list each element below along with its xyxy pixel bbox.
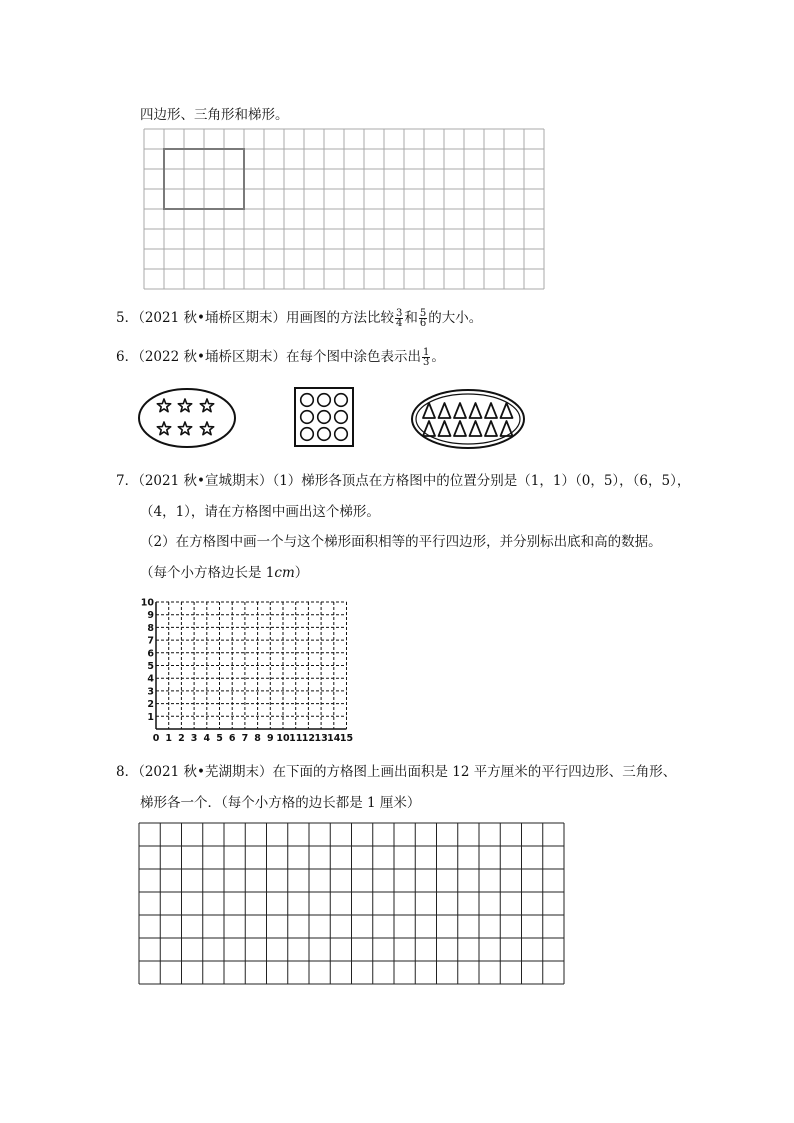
y-tick-label: 10: [140, 597, 154, 609]
circle-icon: [335, 394, 348, 407]
x-tick-label: 5: [216, 733, 223, 744]
q4-grid[interactable]: [143, 128, 545, 290]
triangle-icon: [454, 421, 466, 436]
x-tick-label: 10: [276, 733, 290, 744]
fraction-3-4: $\frac{3}{4}$: [395, 308, 403, 329]
triangle-icon: [423, 421, 435, 436]
x-tick-label: 14: [327, 733, 341, 744]
q7-line1: （1）梯形各顶点在方格图中的位置分别是（1，1）（0，5），（6，5），: [272, 473, 691, 489]
triangle-icon: [454, 403, 466, 418]
q7-note: （每个小方格边长是 1cm）: [140, 565, 309, 581]
circle-icon: [301, 428, 314, 441]
star-icon: [157, 422, 170, 435]
circle-icon: [318, 428, 331, 441]
y-tick-label: 7: [147, 635, 154, 647]
q6-triangle-oval[interactable]: [409, 387, 527, 451]
q7-coordinate-grid[interactable]: [140, 594, 380, 744]
circle-icon: [335, 428, 348, 441]
x-tick-label: 0: [152, 733, 160, 744]
q5-text: 用画图的方法比较: [285, 310, 394, 326]
q6-source: （2022 秋•埇桥区期末）: [138, 349, 286, 365]
q4-tail-text: 四边形、三角形和梯形。: [140, 107, 289, 123]
x-tick-label: 9: [266, 733, 274, 744]
q6-star-oval[interactable]: [137, 386, 237, 450]
q6-number: 6．: [116, 349, 139, 365]
q8-grid[interactable]: [138, 822, 568, 988]
x-tick-label: 6: [228, 733, 236, 744]
star-icon: [200, 399, 213, 412]
q6-text: 在每个图中涂色表示出: [285, 349, 421, 365]
fraction-1-3: $\frac{1}{3}$: [422, 347, 430, 368]
question-5: 5．（2021 秋•埇桥区期末）用画图的方法比较 $\frac{3}{4}$ 和 $\frac{5}{6}$ 的大小。: [116, 308, 483, 329]
x-tick-label: 4: [203, 733, 211, 744]
circle-icon: [301, 411, 314, 424]
y-tick-label: 3: [147, 686, 154, 698]
y-tick-label: 4: [147, 673, 154, 685]
x-tick-label: 2: [178, 733, 185, 744]
x-tick-label: 11: [289, 733, 303, 744]
q7-number: 7．: [116, 473, 139, 489]
star-icon: [178, 399, 191, 412]
q7-line3: （2）在方格图中画一个与这个梯形面积相等的平行四边形，并分别标出底和高的数据。: [140, 534, 662, 550]
y-tick-label: 6: [147, 648, 154, 660]
q7-line2: （4，1），请在方格图中画出这个梯形。: [140, 504, 380, 520]
question-8: [116, 760, 676, 780]
q8-line2: 梯形各一个．（每个小方格的边长都是 1 厘米）: [140, 795, 421, 811]
q5-source: （2021 秋•埇桥区期末）: [138, 310, 286, 326]
q6-circle-square[interactable]: [293, 386, 355, 448]
y-tick-label: 1: [147, 711, 154, 723]
fraction-5-6: $\frac{5}{6}$: [419, 308, 427, 329]
x-tick-label: 3: [190, 733, 198, 744]
q8-number: 8．: [116, 764, 139, 780]
y-tick-label: 8: [147, 622, 154, 634]
question-7: [116, 469, 690, 489]
star-icon: [200, 422, 213, 435]
circle-icon: [318, 394, 331, 407]
star-icon: [157, 399, 170, 412]
x-tick-label: 12: [301, 733, 316, 744]
y-tick-label: 2: [147, 699, 154, 711]
triangle-icon: [439, 421, 451, 436]
triangle-icon: [439, 403, 451, 418]
triangle-icon: [485, 403, 497, 418]
x-tick-label: 8: [254, 733, 261, 744]
triangle-icon: [470, 421, 482, 436]
star-icon: [178, 422, 191, 435]
q8-line1: 在下面的方格图上画出面积是 12 平方厘米的平行四边形、三角形、: [272, 764, 677, 780]
x-tick-label: 13: [314, 733, 328, 744]
triangle-icon: [485, 421, 497, 436]
x-tick-label: 7: [241, 733, 249, 744]
question-6: 6．（2022 秋•埇桥区期末）在每个图中涂色表示出 $\frac{1}{3}$ 。: [116, 347, 445, 368]
y-tick-label: 5: [147, 661, 154, 672]
q7-source: （2021 秋•宣城期末）: [138, 473, 273, 489]
circle-icon: [318, 411, 331, 424]
x-tick-label: 1: [165, 733, 173, 744]
x-tick-label: 15: [339, 733, 354, 744]
circle-icon: [301, 394, 314, 407]
triangle-icon: [470, 403, 482, 418]
y-tick-label: 9: [147, 610, 154, 622]
q5-number: 5．: [116, 310, 139, 326]
triangle-icon: [501, 421, 513, 436]
circle-icon: [335, 411, 348, 424]
q8-source: （2021 秋•芜湖期末）: [138, 764, 273, 780]
